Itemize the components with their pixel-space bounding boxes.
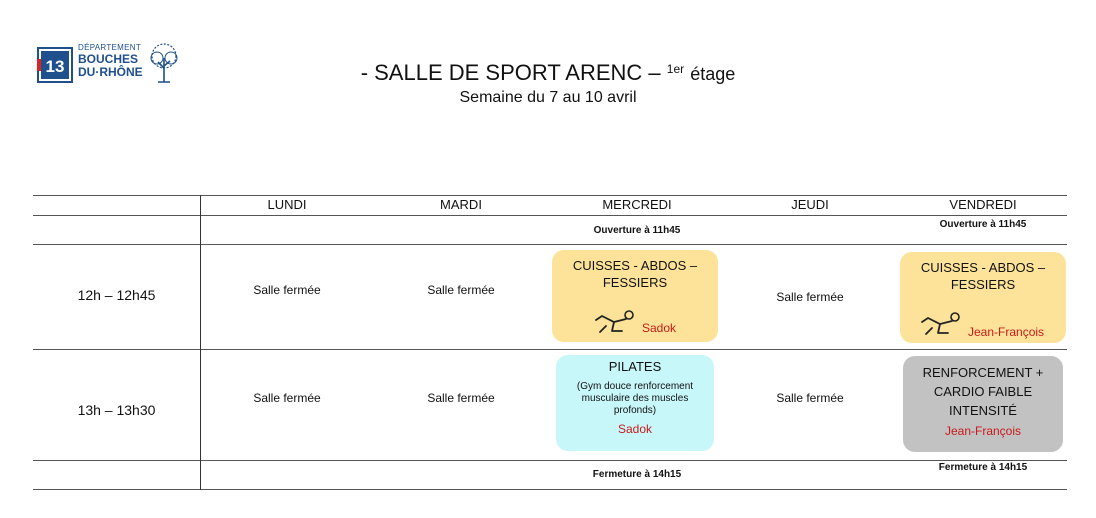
- slot1-mercredi-title: CUISSES - ABDOS – FESSIERS: [572, 258, 698, 290]
- floor-exercise-icon: [918, 312, 964, 336]
- slot2-mercredi-title: PILATES: [608, 359, 662, 374]
- slot2-lundi: Salle fermée: [253, 391, 321, 405]
- badge-number: 13: [45, 57, 65, 76]
- slot1-jeudi: Salle fermée: [776, 290, 844, 304]
- slot2-time: 13h – 13h30: [77, 402, 156, 418]
- table-line-slot1: [33, 349, 1067, 350]
- table-line-open: [33, 244, 1067, 245]
- day-header-mercredi: MERCREDI: [602, 197, 672, 212]
- table-line-top: [33, 195, 1067, 196]
- day-header-jeudi: JEUDI: [791, 197, 829, 212]
- day-header-lundi: LUNDI: [267, 197, 307, 212]
- slot2-vendredi-card: [903, 356, 1063, 452]
- slot1-mardi: Salle fermée: [427, 283, 495, 297]
- slot1-vendredi-card: [900, 252, 1066, 343]
- wed-opening-note: Ouverture à 11h45: [593, 225, 681, 236]
- table-line-slot2: [33, 460, 1067, 461]
- fri-opening-note: Ouverture à 11h45: [939, 219, 1027, 230]
- page-subtitle: Semaine du 7 au 10 avril: [459, 89, 637, 106]
- logo-line1: BOUCHES: [78, 52, 139, 66]
- slot2-vendredi-coach: Jean-François: [944, 424, 1022, 438]
- fri-closing-note: Fermeture à 14h15: [938, 462, 1028, 473]
- wed-closing-note: Fermeture à 14h15: [592, 469, 682, 480]
- slot1-lundi: Salle fermée: [253, 283, 321, 297]
- slot1-vendredi-coach: Jean-François: [968, 325, 1045, 339]
- day-header-mardi: MARDI: [440, 197, 482, 212]
- logo-line2: DU·RHÔNE: [78, 65, 143, 79]
- logo-department-text: DÉPARTEMENT: [78, 43, 142, 52]
- slot2-mercredi-desc: (Gym douce renforcement musculaire des muscles profonds): [576, 381, 694, 416]
- slot1-time: 12h – 12h45: [77, 287, 156, 303]
- slot1-mercredi-coach: Sadok: [642, 321, 677, 335]
- slot2-mardi: Salle fermée: [427, 391, 495, 405]
- day-header-vendredi: VENDREDI: [949, 197, 1017, 212]
- slot1-vendredi-title: CUISSES - ABDOS – FESSIERS: [920, 260, 1046, 292]
- slot2-mercredi-card: [556, 355, 714, 451]
- table-line-vertical: [200, 195, 201, 490]
- title-sup: 1er: [666, 62, 685, 76]
- page-title: [0, 60, 1096, 86]
- slot2-vendredi-title: RENFORCEMENT + CARDIO FAIBLE INTENSITÉ: [922, 365, 1044, 418]
- slot2-mercredi-coach: Sadok: [617, 422, 653, 436]
- slot2-jeudi: Salle fermée: [776, 391, 844, 405]
- title-floor: étage: [690, 64, 736, 84]
- table-line-bottom: [33, 489, 1067, 490]
- table-line-header: [33, 215, 1067, 216]
- floor-exercise-icon: [592, 310, 638, 334]
- title-main: - SALLE DE SPORT ARENC –: [360, 60, 661, 85]
- slot1-mercredi-card: [552, 250, 718, 342]
